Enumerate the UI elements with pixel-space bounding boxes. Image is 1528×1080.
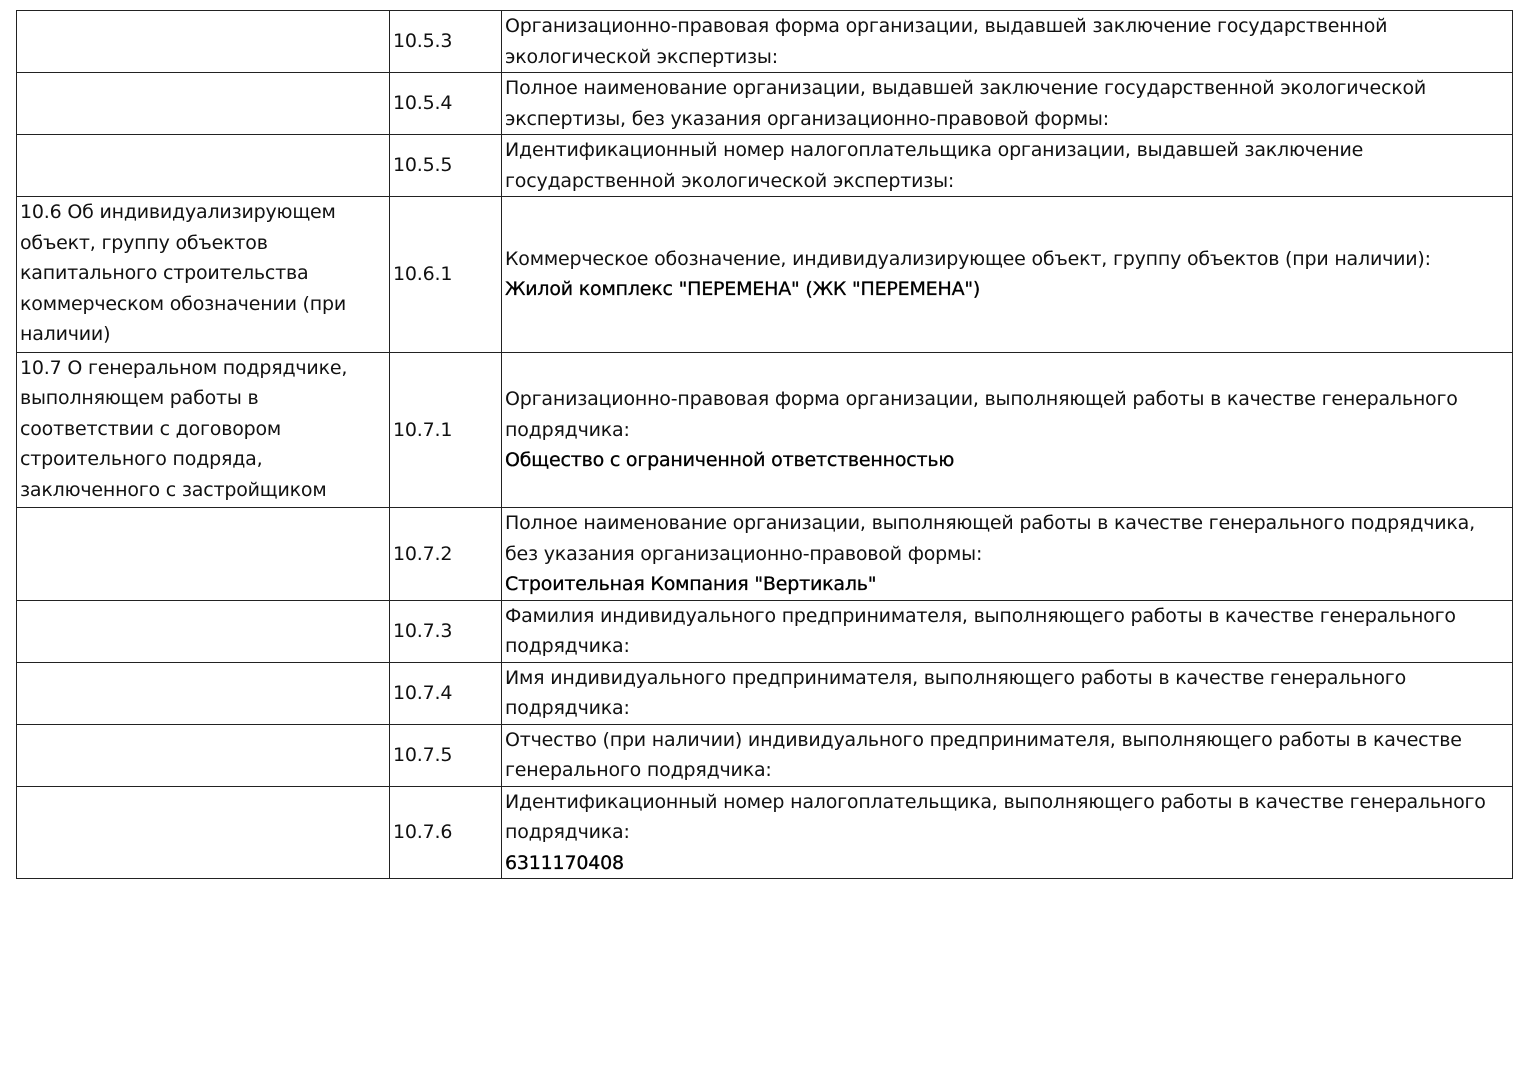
item-label: Организационно-правовая форма организации, выдавшей заключение государственной экологической экспертизы: <box>505 15 1388 68</box>
item-code: 10.7.4 <box>393 681 453 704</box>
item-content-cell <box>502 11 1513 73</box>
table-row <box>17 600 1513 662</box>
item-code: 10.5.4 <box>393 92 453 115</box>
item-code-cell <box>390 352 502 508</box>
item-code-cell <box>390 197 502 353</box>
item-label: Фамилия индивидуального предпринимателя, выполняющего работы в качестве генерального подрядчика: <box>505 604 1456 657</box>
item-code: 10.7.5 <box>393 743 453 766</box>
table-row <box>17 786 1513 879</box>
item-value: 6311170408 <box>505 851 624 874</box>
item-content-cell <box>502 197 1513 353</box>
item-content-cell <box>502 662 1513 724</box>
item-code-cell <box>390 508 502 601</box>
item-value: Общество с ограниченной ответственностью <box>505 449 955 471</box>
table-row <box>17 662 1513 724</box>
item-code-cell <box>390 135 502 197</box>
declaration-table-body <box>17 11 1513 879</box>
item-label: Организационно-правовая форма организации, выполняющей работы в качестве генерального подрядчика: <box>505 388 1458 441</box>
section-title-cell <box>17 135 390 197</box>
item-content-cell <box>502 786 1513 879</box>
item-code: 10.5.3 <box>393 30 453 53</box>
item-code: 10.7.1 <box>393 418 453 441</box>
table-row <box>17 352 1513 508</box>
item-code-cell <box>390 600 502 662</box>
section-title-cell <box>17 600 390 662</box>
item-label: Идентификационный номер налогоплательщика организации, выдавшей заключение государственной экологической экспертизы: <box>505 139 1364 192</box>
item-code-cell <box>390 11 502 73</box>
item-label: Коммерческое обозначение, индивидуализирующее объект, группу объектов (при наличии): <box>505 247 1431 270</box>
section-title-cell <box>17 786 390 879</box>
section-title-cell <box>17 662 390 724</box>
table-row <box>17 73 1513 135</box>
item-code: 10.7.2 <box>393 542 453 565</box>
item-value: Жилой комплекс "ПЕРЕМЕНА" (ЖК "ПЕРЕМЕНА") <box>505 278 981 301</box>
item-code: 10.6.1 <box>393 263 453 285</box>
section-title-cell <box>17 73 390 135</box>
item-code: 10.7.3 <box>393 619 453 642</box>
item-value: Строительная Компания "Вертикаль" <box>505 573 877 595</box>
section-title-cell <box>17 197 390 353</box>
item-content-cell <box>502 73 1513 135</box>
item-label: Отчество (при наличии) индивидуального предпринимателя, выполняющего работы в качестве генерального подрядчика: <box>505 728 1462 781</box>
item-content-cell <box>502 724 1513 786</box>
item-code-cell <box>390 73 502 135</box>
section-title-cell <box>17 352 390 508</box>
table-row <box>17 135 1513 197</box>
item-content-cell <box>502 600 1513 662</box>
item-label: Идентификационный номер налогоплательщика, выполняющего работы в качестве генерального подрядчика: <box>505 790 1486 843</box>
table-row <box>17 724 1513 786</box>
item-code: 10.5.5 <box>393 154 453 177</box>
table-row <box>17 508 1513 601</box>
table-row <box>17 197 1513 353</box>
section-title-cell <box>17 508 390 601</box>
item-content-cell <box>502 352 1513 508</box>
declaration-table <box>16 10 1513 879</box>
section-title-cell <box>17 11 390 73</box>
section-title: 10.7 О генеральном подрядчике, выполняющем работы в соответствии с договором строительного подряда, заключенного с застройщиком <box>20 356 348 501</box>
item-code-cell <box>390 786 502 879</box>
item-content-cell <box>502 135 1513 197</box>
item-code: 10.7.6 <box>393 821 453 843</box>
item-label: Полное наименование организации, выполняющей работы в качестве генерального подрядчика, без указания организационно-правовой формы: <box>505 512 1475 565</box>
section-title-cell <box>17 724 390 786</box>
item-code-cell <box>390 724 502 786</box>
section-title: 10.6 Об индивидуализирующем объект, группу объектов капитального строительства коммерческом обозначении (при наличии) <box>20 201 347 345</box>
table-row <box>17 11 1513 73</box>
item-label: Имя индивидуального предпринимателя, выполняющего работы в качестве генерального подрядчика: <box>505 666 1406 719</box>
item-content-cell <box>502 508 1513 601</box>
item-code-cell <box>390 662 502 724</box>
item-label: Полное наименование организации, выдавшей заключение государственной экологической экспертизы, без указания организационно-правовой формы: <box>505 77 1427 130</box>
